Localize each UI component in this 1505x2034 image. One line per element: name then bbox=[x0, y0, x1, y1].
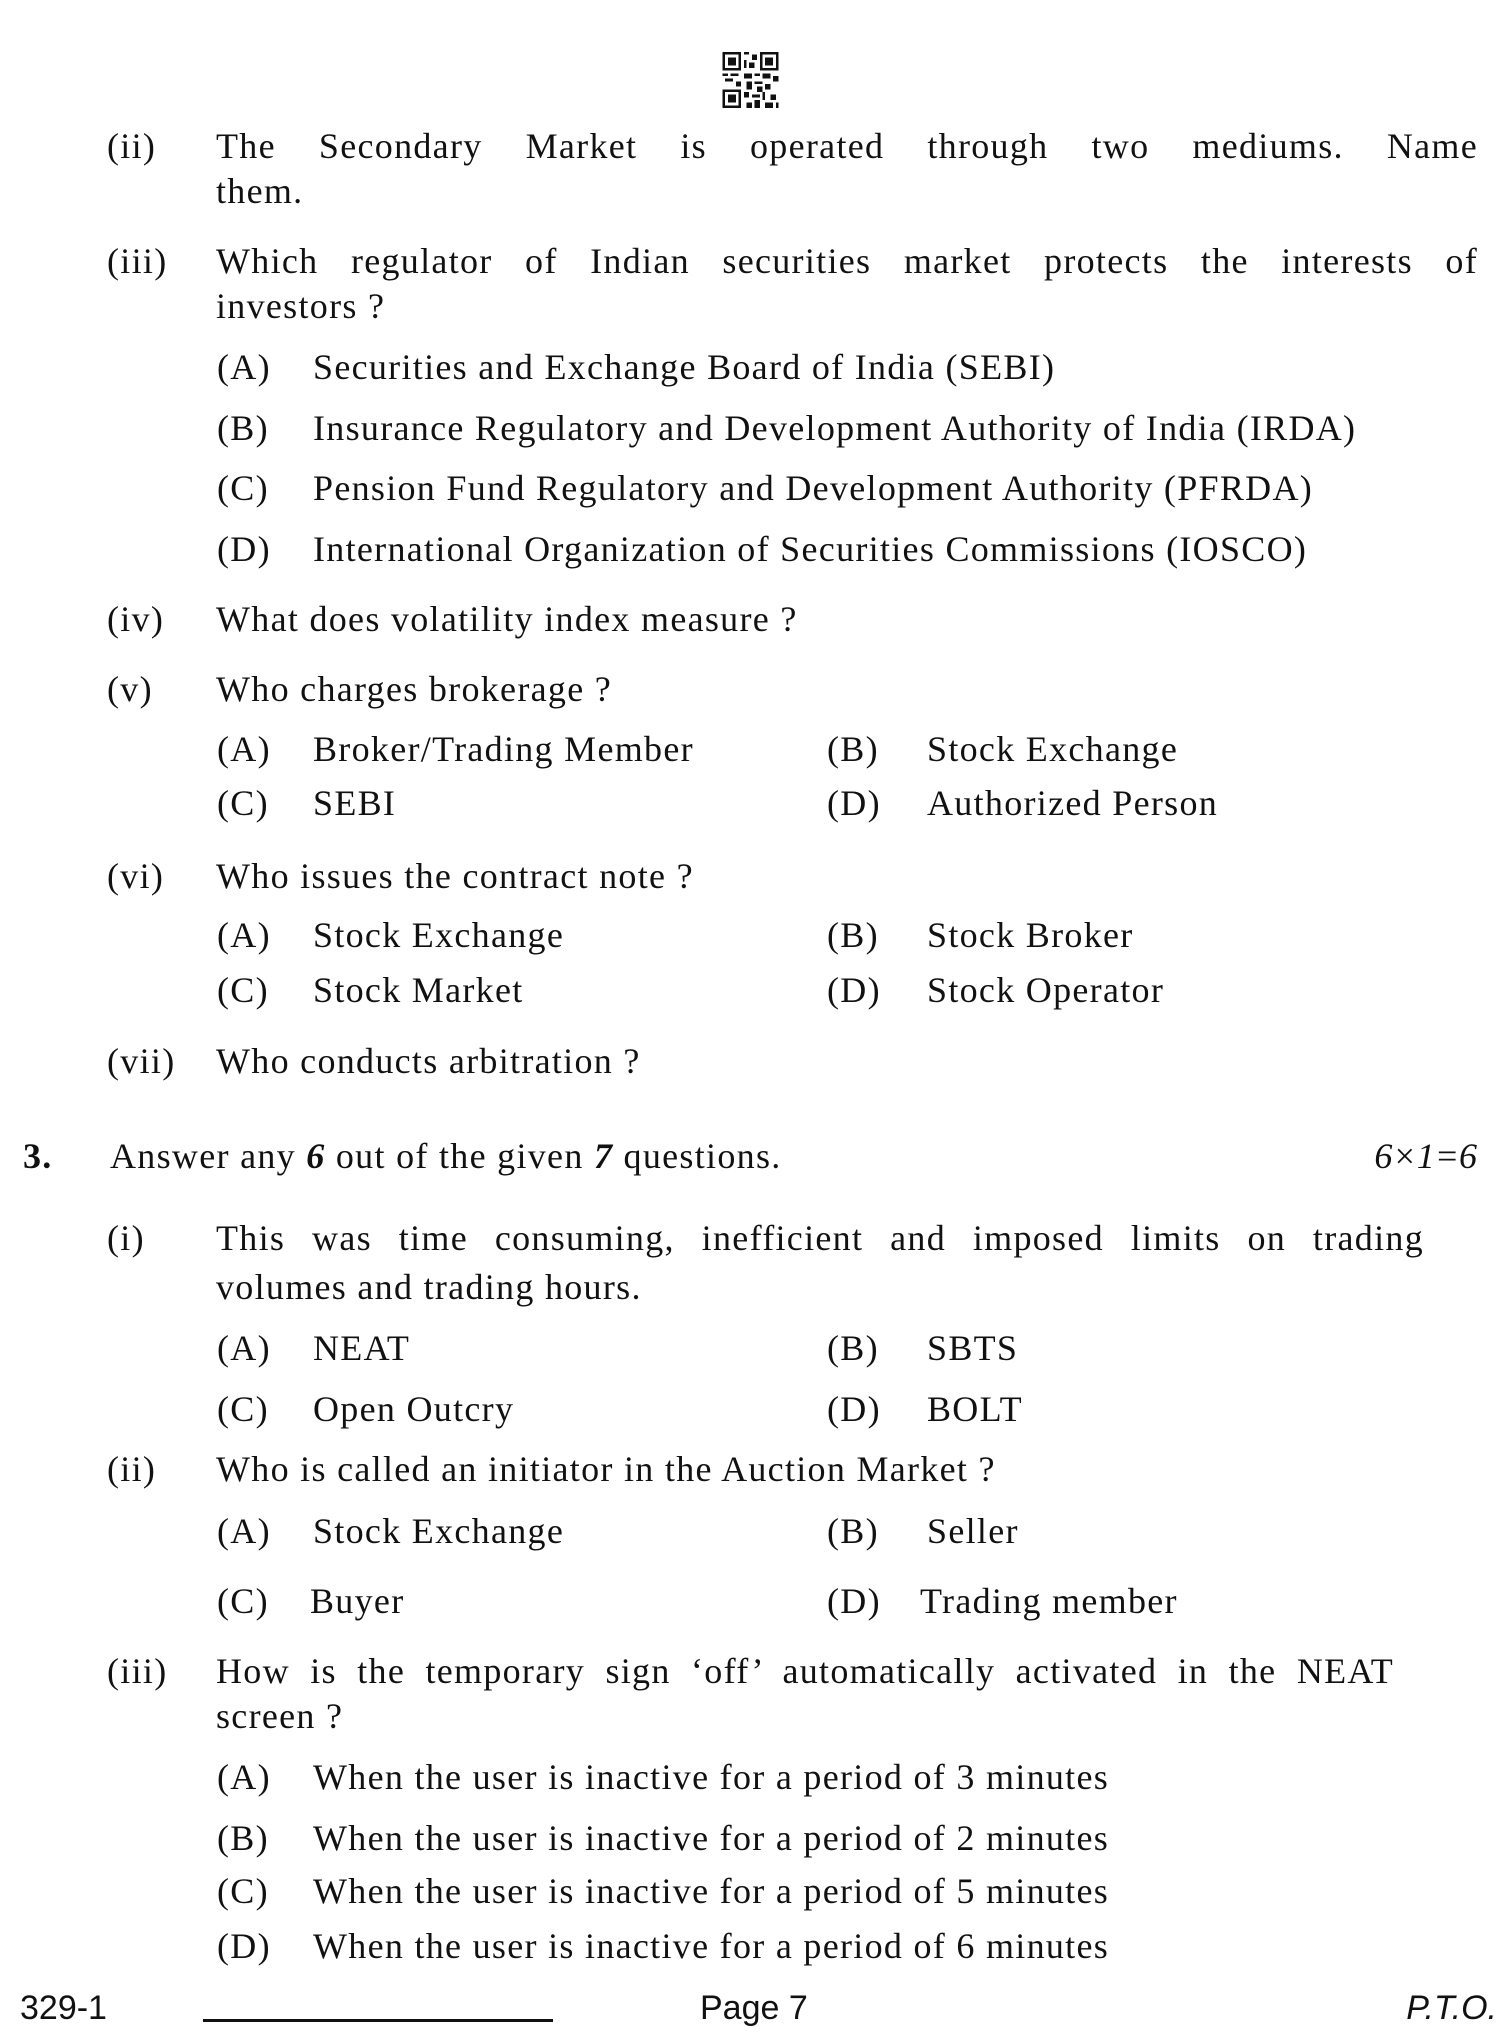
option-letter: (B) bbox=[827, 729, 879, 769]
option-letter: (D) bbox=[827, 1389, 881, 1429]
option-text: Stock Operator bbox=[927, 970, 1165, 1010]
question-text-line: Which regulator of Indian securities market protects the interests of bbox=[216, 241, 1478, 281]
option-text: International Organization of Securities Commissions (IOSCO) bbox=[313, 529, 1308, 569]
option-letter: (D) bbox=[827, 970, 881, 1010]
option-letter: (D) bbox=[217, 1926, 271, 1966]
option-letter: (C) bbox=[217, 783, 269, 823]
question-number: (ii) bbox=[107, 126, 157, 166]
option-text: SBTS bbox=[927, 1328, 1019, 1368]
question-number: (vi) bbox=[107, 856, 165, 896]
option-letter: (C) bbox=[217, 970, 269, 1010]
option-text: Buyer bbox=[310, 1581, 405, 1621]
question-text-line: Who issues the contract note ? bbox=[216, 856, 694, 896]
page-number: Page 7 bbox=[700, 1989, 808, 2027]
option-letter: (B) bbox=[827, 1328, 879, 1368]
question-number: (ii) bbox=[107, 1449, 157, 1489]
instruction-text: out of the given bbox=[325, 1136, 594, 1176]
option-letter: (A) bbox=[217, 1511, 271, 1551]
option-letter: (C) bbox=[217, 1389, 269, 1429]
section-number: 3. bbox=[23, 1136, 53, 1176]
instruction-count-total: 7 bbox=[593, 1136, 614, 1176]
option-text: SEBI bbox=[313, 783, 397, 823]
option-letter: (A) bbox=[217, 1328, 271, 1368]
option-text: When the user is inactive for a period of 6 minutes bbox=[313, 1926, 1110, 1966]
question-text-line: What does volatility index measure ? bbox=[216, 599, 798, 639]
option-text: Insurance Regulatory and Development Authority of India (IRDA) bbox=[313, 408, 1357, 448]
option-letter: (D) bbox=[827, 783, 881, 823]
option-text: When the user is inactive for a period of 2 minutes bbox=[313, 1818, 1110, 1858]
question-text-line: Who charges brokerage ? bbox=[216, 669, 613, 709]
question-number: (iii) bbox=[107, 241, 168, 281]
option-text: NEAT bbox=[313, 1328, 411, 1368]
question-text-line: Who conducts arbitration ? bbox=[216, 1041, 641, 1081]
section-marks: 6×1=6 bbox=[1374, 1136, 1477, 1176]
option-text: Authorized Person bbox=[927, 783, 1219, 823]
question-text-line: Who is called an initiator in the Auction Market ? bbox=[216, 1449, 996, 1489]
option-letter: (B) bbox=[827, 915, 879, 955]
question-text-line: investors ? bbox=[216, 286, 386, 326]
option-letter: (B) bbox=[827, 1511, 879, 1551]
option-text: Pension Fund Regulatory and Development Authority (PFRDA) bbox=[313, 468, 1314, 508]
option-letter: (D) bbox=[217, 529, 271, 569]
paper-code: 329-1 bbox=[20, 1989, 107, 2027]
option-text: Trading member bbox=[920, 1581, 1178, 1621]
option-letter: (A) bbox=[217, 915, 271, 955]
option-text: Broker/Trading Member bbox=[313, 729, 694, 769]
option-letter: (D) bbox=[827, 1581, 881, 1621]
option-letter: (C) bbox=[217, 468, 269, 508]
please-turn-over: P.T.O. bbox=[1406, 1989, 1497, 2027]
option-text: Stock Broker bbox=[927, 915, 1134, 955]
instruction-text: questions. bbox=[613, 1136, 782, 1176]
qr-code-icon bbox=[722, 52, 779, 108]
option-text: When the user is inactive for a period of 3 minutes bbox=[313, 1757, 1110, 1797]
option-letter: (A) bbox=[217, 729, 271, 769]
option-letter: (B) bbox=[217, 408, 269, 448]
option-text: When the user is inactive for a period of 5 minutes bbox=[313, 1871, 1110, 1911]
instruction-count-answer: 6 bbox=[306, 1136, 326, 1176]
question-text-line: The Secondary Market is operated through two mediums. Name bbox=[216, 126, 1478, 166]
option-text: Stock Exchange bbox=[927, 729, 1179, 769]
question-text-line: them. bbox=[216, 171, 304, 211]
option-text: Seller bbox=[927, 1511, 1019, 1551]
question-number: (iii) bbox=[107, 1651, 168, 1691]
option-letter: (B) bbox=[217, 1818, 269, 1858]
question-text-line: How is the temporary sign ‘off’ automatically activated in the NEAT bbox=[216, 1651, 1394, 1691]
option-text: Stock Market bbox=[313, 970, 524, 1010]
question-number: (v) bbox=[107, 669, 153, 709]
option-text: Stock Exchange bbox=[313, 915, 565, 955]
footer-divider bbox=[203, 2019, 553, 2022]
option-letter: (C) bbox=[217, 1581, 269, 1621]
question-text-line: screen ? bbox=[216, 1696, 344, 1736]
option-letter: (C) bbox=[217, 1871, 269, 1911]
option-text: BOLT bbox=[927, 1389, 1023, 1429]
option-text: Securities and Exchange Board of India (SEBI) bbox=[313, 347, 1056, 387]
instruction-text: Answer any bbox=[110, 1136, 307, 1176]
question-number: (i) bbox=[107, 1218, 145, 1258]
question-text-line: This was time consuming, inefficient and imposed limits on trading bbox=[216, 1218, 1424, 1258]
option-text: Stock Exchange bbox=[313, 1511, 565, 1551]
section-instruction bbox=[110, 1138, 782, 1174]
question-number: (iv) bbox=[107, 599, 165, 639]
question-text-line: volumes and trading hours. bbox=[216, 1267, 642, 1307]
option-letter: (A) bbox=[217, 347, 271, 387]
option-letter: (A) bbox=[217, 1757, 271, 1797]
question-number: (vii) bbox=[107, 1041, 176, 1081]
option-text: Open Outcry bbox=[313, 1389, 515, 1429]
